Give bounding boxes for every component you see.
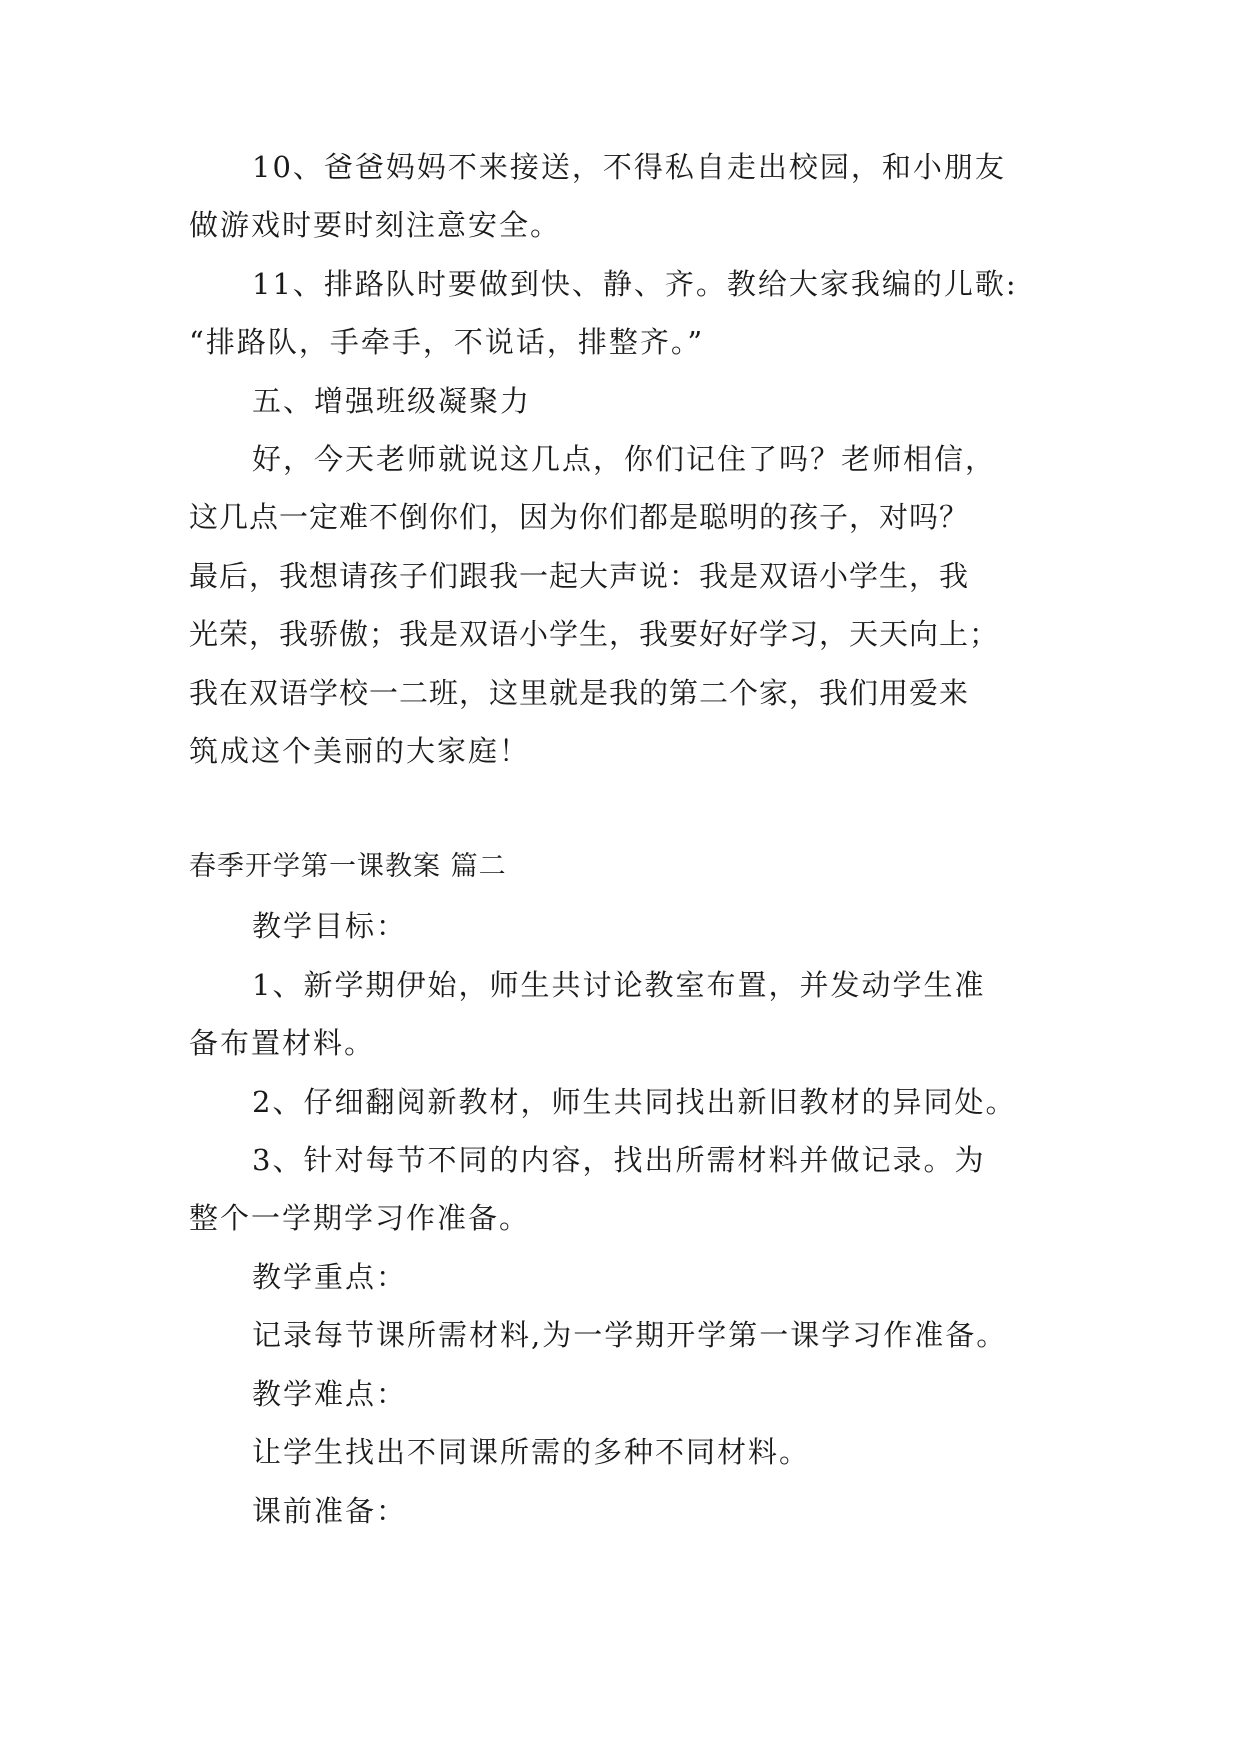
paragraph-line: 记录每节课所需材料,为一学期开学第一课学习作准备。 <box>252 1318 1008 1352</box>
paragraph-line: 让学生找出不同课所需的多种不同材料。 <box>252 1435 811 1469</box>
section-title: 春季开学第一课教案 篇二 <box>189 851 507 882</box>
paragraph-line: 教学难点： <box>252 1377 408 1411</box>
paragraph-line: 做游戏时要时刻注意安全。 <box>189 208 562 242</box>
paragraph-line: 我在双语学校一二班，这里就是我的第二个家，我们用爱来 <box>189 676 970 710</box>
paragraph-line: 教学目标： <box>252 909 408 943</box>
paragraph-line: 2、仔细翻阅新教材，师生共同找出新旧教材的异同处。 <box>252 1085 1017 1119</box>
section-heading-line: 五、增强班级凝聚力 <box>252 384 532 418</box>
paragraph-line: 课前准备： <box>252 1494 408 1528</box>
paragraph-line: 3、针对每节不同的内容，找出所需材料并做记录。为 <box>252 1143 986 1177</box>
paragraph-line: 11、排路队时要做到快、静、齐。教给大家我编的儿歌: <box>252 267 1018 301</box>
paragraph-line: 最后，我想请孩子们跟我一起大声说：我是双语小学生，我 <box>189 559 970 593</box>
paragraph-line: 筑成这个美丽的大家庭！ <box>189 734 531 768</box>
paragraph-line: 教学重点： <box>252 1260 408 1294</box>
paragraph-line: 备布置材料。 <box>189 1026 376 1060</box>
paragraph-line: 光荣，我骄傲；我是双语小学生，我要好好学习，天天向上； <box>189 617 1000 651</box>
paragraph-line: 这几点一定难不倒你们，因为你们都是聪明的孩子，对吗？ <box>189 500 970 534</box>
paragraph-line: 1、新学期伊始，师生共讨论教室布置，并发动学生准 <box>252 968 986 1002</box>
paragraph-line: 10、爸爸妈妈不来接送，不得私自走出校园，和小朋友 <box>252 150 1006 184</box>
paragraph-line: “排路队，手牵手，不说话，排整齐。” <box>189 325 705 359</box>
paragraph-line: 好，今天老师就说这几点，你们记住了吗？老师相信， <box>252 442 997 476</box>
paragraph-line: 整个一学期学习作准备。 <box>189 1201 531 1235</box>
